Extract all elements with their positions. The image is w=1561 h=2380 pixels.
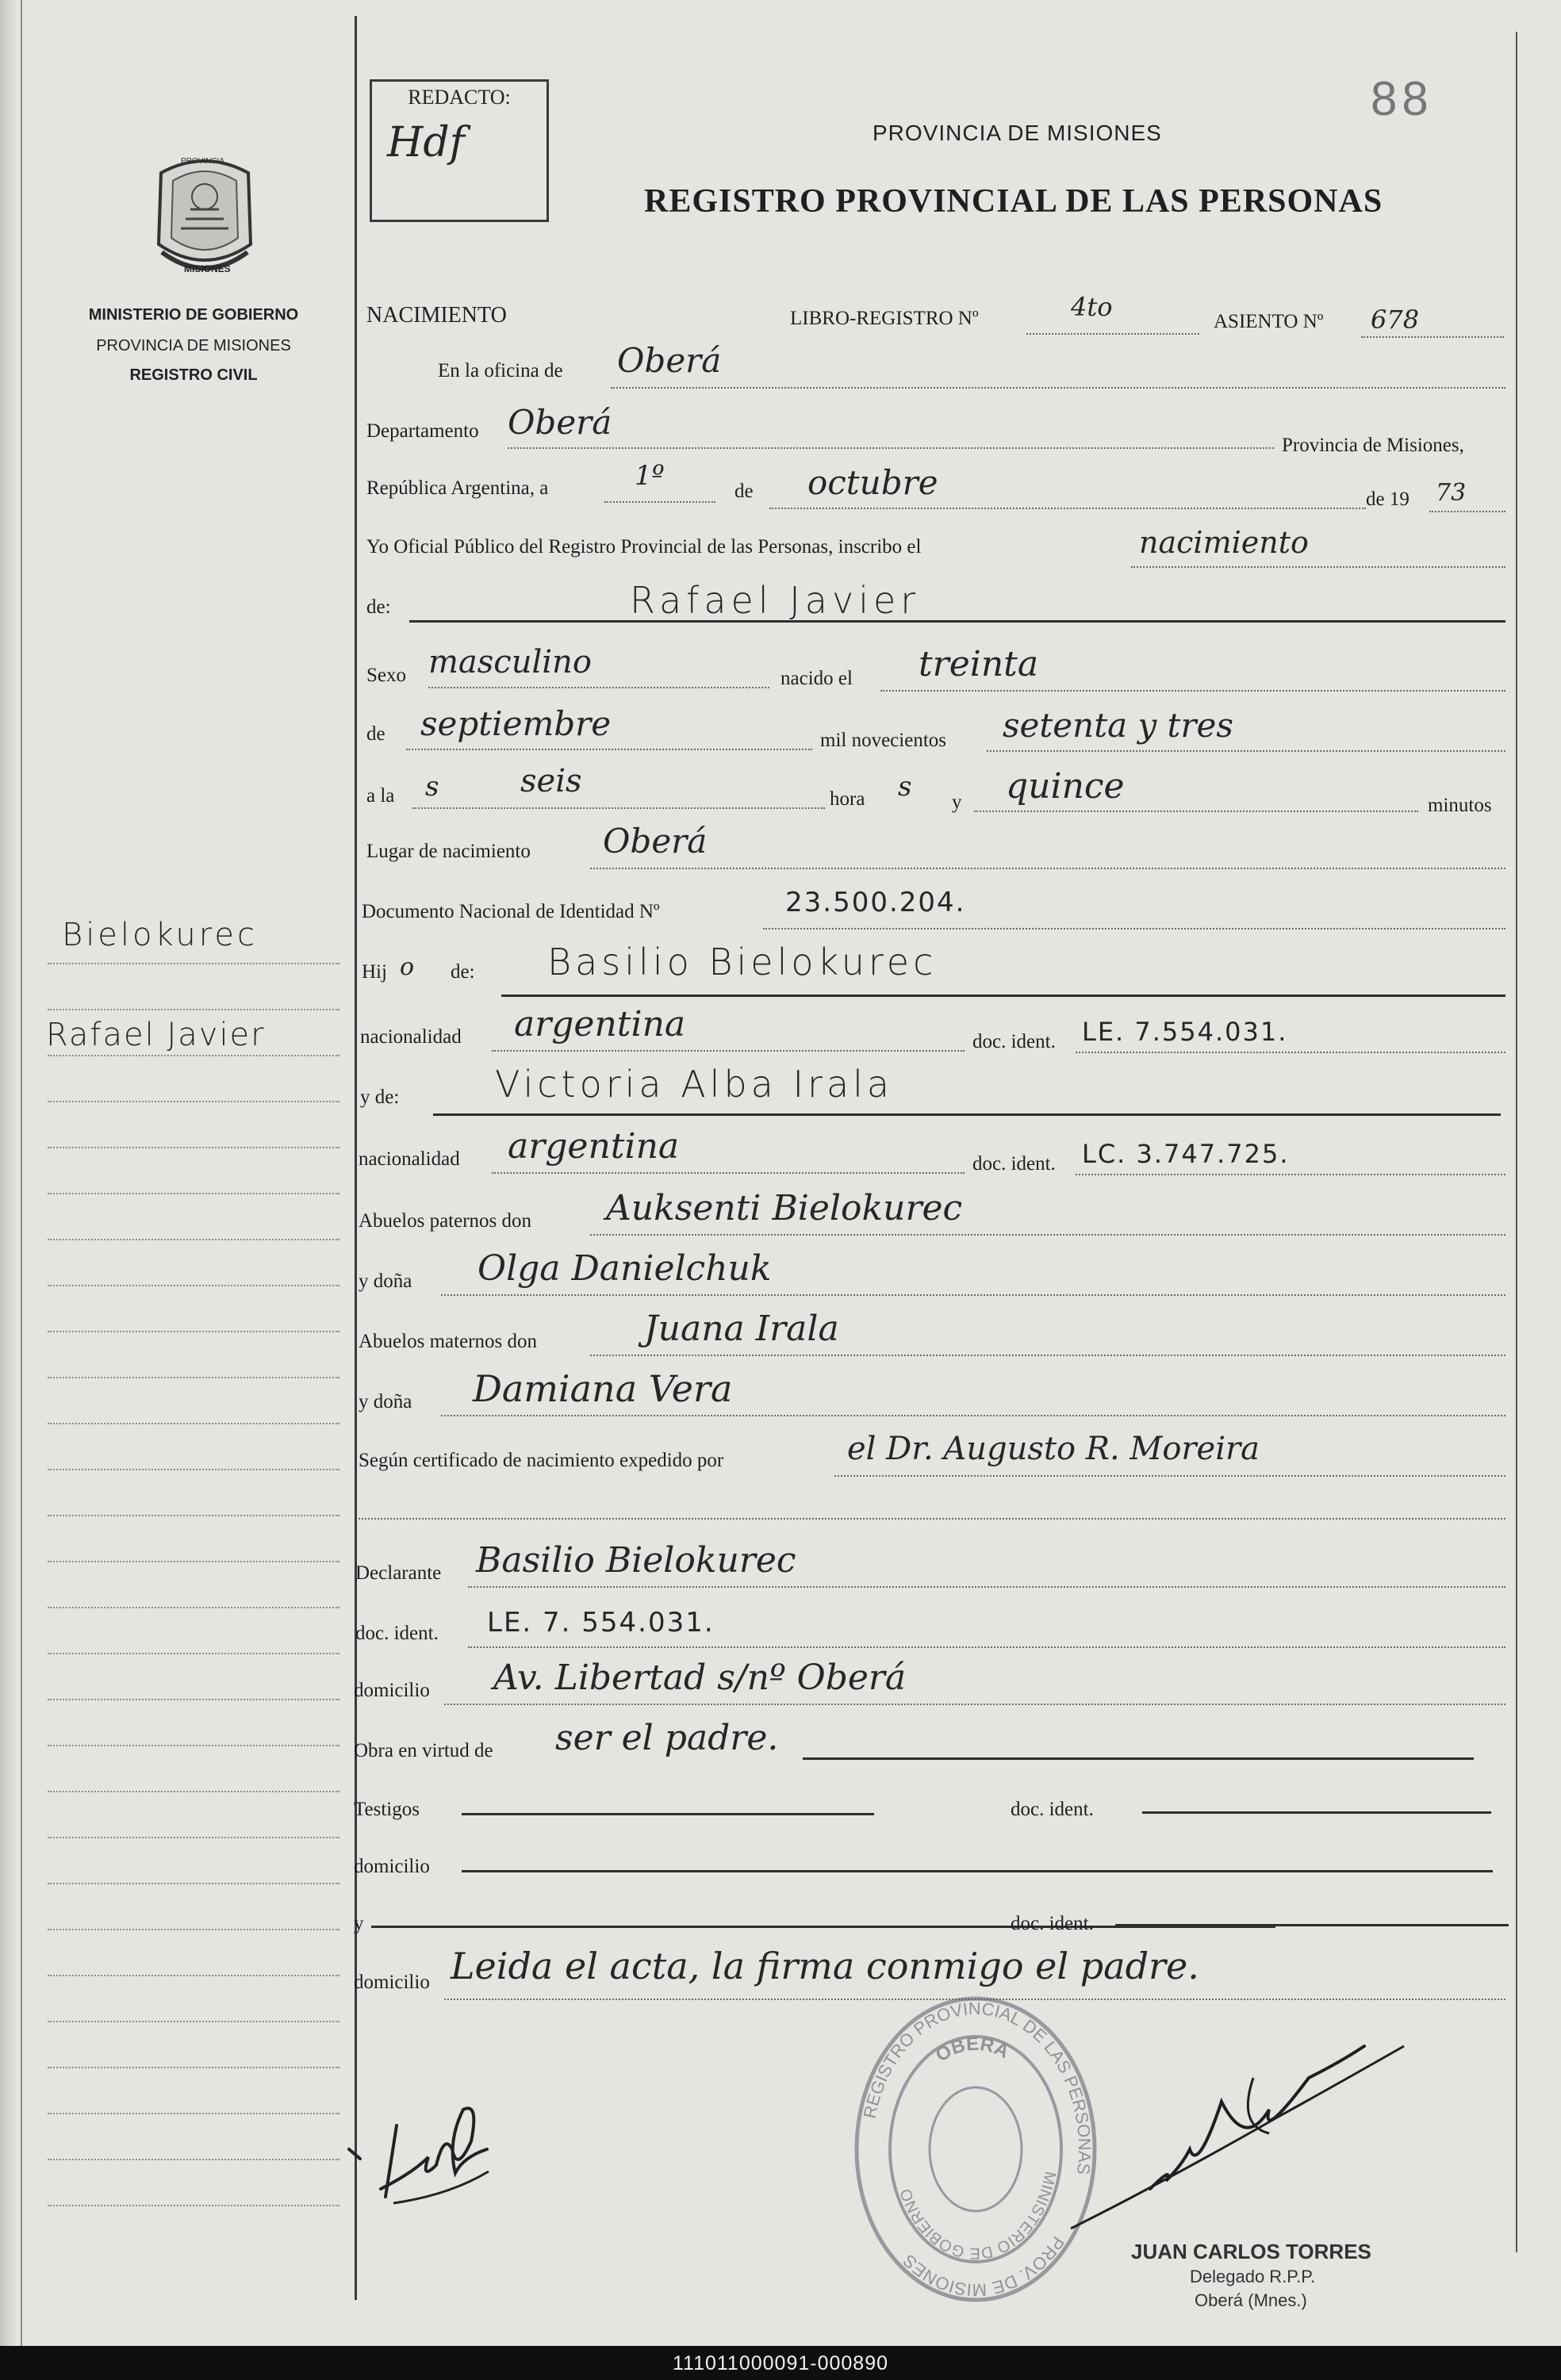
docident1-label: doc. ident. (972, 1031, 1056, 1052)
birth-month-dots (406, 749, 812, 750)
document-code: 111011000091-000890 (672, 2352, 889, 2374)
birth-year-dots (987, 750, 1505, 752)
nacido-label: nacido el (780, 668, 853, 689)
minutos-label: minutos (1428, 795, 1492, 816)
oficina-label: En la oficina de (438, 360, 563, 381)
margin-rule-line (48, 2159, 339, 2160)
margin-rule-line (48, 1469, 339, 1470)
provincia-suffix: Provincia de Misiones, (1282, 435, 1464, 456)
yde-label: y de: (360, 1087, 400, 1108)
margin-rule-line (48, 1009, 339, 1010)
asiento-dots (1361, 336, 1504, 338)
abuelos-mat-dots (590, 1355, 1505, 1356)
departamento-dots (508, 447, 1274, 449)
ydona1-label: y doña (359, 1270, 412, 1292)
name-underline (409, 620, 1505, 623)
hijo-de-label: de: (451, 961, 475, 983)
redacto-value: Hdf (387, 119, 465, 167)
domicilio1-value: Av. Libertad s/nº Oberá (493, 1658, 907, 1698)
abuelos-mat-value: Juana Irala (644, 1309, 839, 1349)
de-name-label: de: (366, 596, 391, 618)
dni-dots (763, 928, 1505, 929)
signatory-name: JUAN CARLOS TORRES (1131, 2240, 1371, 2263)
margin-rule-line (48, 1423, 339, 1424)
hour-value: seis (520, 763, 582, 799)
docident1-dots (1076, 1052, 1505, 1053)
libro-value: 4to (1071, 292, 1113, 322)
domicilio2-line (462, 1870, 1493, 1872)
republica-label: República Argentina, a (366, 477, 549, 499)
docident3-dots (468, 1646, 1505, 1648)
hour-dots (412, 807, 825, 809)
signatory-place: Oberá (Mnes.) (1195, 2290, 1307, 2310)
docident4-label: doc. ident. (1011, 1799, 1094, 1820)
margin-rule-line (48, 1331, 339, 1332)
birth-month-value: septiembre (420, 704, 612, 743)
inscribo-dots (1131, 566, 1505, 568)
closing-statement: Leida el acta, la firma conmigo el padre. (451, 1945, 1199, 1987)
margin-rule-line (48, 1975, 339, 1976)
margin-rule-line (48, 2205, 339, 2206)
hora-suffix: s (898, 771, 912, 803)
docident1-value: LE. 7.554.031. (1082, 1017, 1288, 1047)
child-name-value: Rafael Javier (630, 579, 921, 622)
obra-underline (803, 1757, 1474, 1760)
nac2-label: nacionalidad (359, 1148, 460, 1170)
margin-rule-line (48, 1883, 339, 1884)
margin-rule-line (48, 1377, 339, 1378)
abuelos-pat-dots (590, 1234, 1505, 1236)
domicilio1-dots (444, 1704, 1505, 1705)
birth-year-value: setenta y tres (1003, 706, 1233, 745)
margin-rule-line (48, 1561, 339, 1562)
day-dots (604, 501, 715, 503)
nacido-value: treinta (919, 644, 1039, 684)
ydona2-label: y doña (359, 1391, 412, 1412)
docident5-label: doc. ident. (1011, 1913, 1094, 1934)
hijo-label: Hij (362, 961, 387, 983)
abuelos-mat-label: Abuelos maternos don (359, 1331, 537, 1352)
margin-rule-line (48, 2113, 339, 2114)
de2-label: de (366, 723, 385, 745)
asiento-value: 678 (1371, 305, 1420, 335)
year-label: de 19 (1366, 489, 1410, 510)
margin-rule-line (48, 1653, 339, 1654)
record-type: NACIMIENTO (366, 303, 507, 328)
nac1-dots (492, 1050, 965, 1052)
docident4-line (1142, 1811, 1491, 1814)
footer-strip (0, 2346, 1561, 2380)
libro-dots (1026, 333, 1199, 335)
obra-value: ser el padre. (555, 1718, 779, 1758)
ministry-line-1: MINISTERIO DE GOBIERNO (88, 306, 299, 324)
testigos-label: Testigos (354, 1799, 420, 1820)
mil-label: mil novecientos (820, 730, 946, 751)
docident2-value: LC. 3.747.725. (1082, 1139, 1290, 1169)
abuelos-pat-label: Abuelos paternos don (359, 1210, 532, 1232)
year-value: 73 (1436, 479, 1467, 507)
margin-given-names: Rafael Javier (46, 1017, 266, 1053)
departamento-value: Oberá (508, 403, 612, 442)
father-value: Basilio Bielokurec (547, 941, 938, 983)
svg-text:OBERA: OBERA (931, 2033, 1013, 2067)
segun-label: Según certificado de nacimiento expedido por (359, 1450, 724, 1471)
margin-rule-line (48, 1745, 339, 1746)
page-number: 88 (1371, 72, 1433, 125)
docident3-label: doc. ident. (355, 1623, 439, 1644)
svg-text:MINISTERIO DE GOBIERNO: MINISTERIO DE GOBIERNO (896, 2170, 1059, 2263)
ministry-line-3: REGISTRO CIVIL (129, 366, 258, 384)
ala-suffix: s (425, 771, 439, 803)
lugar-dots (590, 868, 1505, 869)
docident2-dots (1076, 1174, 1505, 1175)
domicilio3-label: domicilio (354, 1972, 430, 1993)
margin-surname: Bielokurec (62, 917, 258, 953)
margin-rule-line (48, 1929, 339, 1930)
abuelos-pat-value: Auksenti Bielokurec (606, 1188, 963, 1228)
nac1-value: argentina (514, 1004, 686, 1044)
nac2-dots (492, 1172, 965, 1174)
sexo-label: Sexo (366, 665, 406, 686)
obra-label: Obra en virtud de (354, 1740, 493, 1761)
margin-rule-inner (355, 16, 357, 2300)
right-border (1516, 32, 1517, 2252)
oficina-value: Oberá (617, 341, 722, 380)
margin-rule-line (48, 1515, 339, 1516)
ydona1-value: Olga Danielchuk (478, 1248, 772, 1289)
segun-dots-2 (359, 1518, 1505, 1520)
yo-oficial-label: Yo Oficial Público del Registro Provincial de las Personas, inscribo el (366, 536, 922, 558)
oficina-dots (611, 387, 1505, 389)
de-label: de (734, 481, 754, 502)
margin-rule-line (48, 1147, 339, 1148)
departamento-label: Departamento (366, 420, 479, 442)
docident5-line (1115, 1924, 1509, 1926)
lugar-value: Oberá (603, 822, 708, 860)
minutes-value: quince (1006, 766, 1125, 807)
margin-rule-line (48, 1837, 339, 1838)
mother-value: Victoria Alba Irala (495, 1063, 894, 1106)
declarante-dots (468, 1586, 1505, 1588)
redacto-label: REDACTO: (408, 86, 511, 109)
day-value: 1º (635, 460, 665, 492)
lugar-label: Lugar de nacimiento (366, 841, 531, 862)
dni-value: 23.500.204. (785, 887, 966, 918)
dni-label: Documento Nacional de Identidad Nº (362, 901, 660, 922)
margin-rule-line (48, 1055, 339, 1056)
hora-label: hora (830, 788, 865, 810)
hijo-suffix: o (400, 953, 415, 981)
declarante-value: Basilio Bielokurec (476, 1540, 796, 1581)
declarant-signature (333, 2094, 539, 2221)
minutes-dots (974, 811, 1418, 812)
margin-rule-line (48, 1285, 339, 1286)
month-value: octubre (807, 463, 938, 502)
province-heading: PROVINCIA DE MISIONES (873, 121, 1162, 145)
seal-text-top: PROVINCIA (181, 157, 225, 166)
testigos-line (462, 1813, 874, 1815)
margin-rule-line (48, 1699, 339, 1700)
ala-label: a la (366, 785, 395, 807)
ydona1-dots (441, 1294, 1505, 1296)
asiento-label: ASIENTO Nº (1214, 311, 1324, 332)
binding-edge (0, 0, 16, 2346)
docident2-label: doc. ident. (972, 1153, 1056, 1175)
ydona2-dots (441, 1415, 1505, 1416)
signatory-role: Delegado R.P.P. (1190, 2267, 1316, 2286)
segun-value: el Dr. Augusto R. Moreira (847, 1431, 1260, 1467)
y2-label: y (354, 1913, 364, 1934)
segun-dots (834, 1475, 1505, 1477)
margin-rule-outer (21, 0, 22, 2346)
domicilio2-label: domicilio (354, 1856, 430, 1877)
ministry-line-2: PROVINCIA DE MISIONES (96, 337, 291, 355)
margin-rule-line (48, 963, 339, 964)
margin-rule-line (48, 1101, 339, 1102)
svg-text:PROV. DE MISIONES: PROV. DE MISIONES (899, 2232, 1068, 2301)
libro-label: LIBRO-REGISTRO Nº (790, 308, 979, 329)
domicilio1-label: domicilio (354, 1680, 430, 1701)
registry-title: REGISTRO PROVINCIAL DE LAS PERSONAS (644, 183, 1383, 220)
svg-text:REGISTRO PROVINCIAL DE LAS PER: REGISTRO PROVINCIAL DE LAS PERSONAS (859, 1998, 1095, 2176)
margin-rule-line (48, 1239, 339, 1240)
father-underline (501, 995, 1505, 997)
seal-text-bottom: MISIONES (184, 263, 231, 274)
ydona2-value: Damiana Vera (473, 1367, 733, 1410)
declarante-label: Declarante (355, 1562, 442, 1584)
margin-rule-line (48, 1193, 339, 1194)
month-dots (769, 508, 1366, 509)
nac1-label: nacionalidad (360, 1026, 462, 1048)
inscribo-value: nacimiento (1139, 525, 1309, 560)
sexo-dots (428, 687, 769, 688)
official-signature (1055, 2030, 1436, 2236)
margin-rule-line (48, 2021, 339, 2022)
margin-rule-line (48, 1607, 339, 1608)
mother-underline (433, 1113, 1501, 1116)
docident3-value: LE. 7. 554.031. (487, 1607, 715, 1638)
sexo-value: masculino (428, 644, 592, 680)
nac2-value: argentina (508, 1126, 680, 1167)
margin-rule-line (48, 1791, 339, 1792)
nacido-dots (880, 690, 1505, 692)
y-label: y (952, 791, 962, 813)
margin-rule-line (48, 2067, 339, 2068)
year-dots (1429, 511, 1505, 512)
